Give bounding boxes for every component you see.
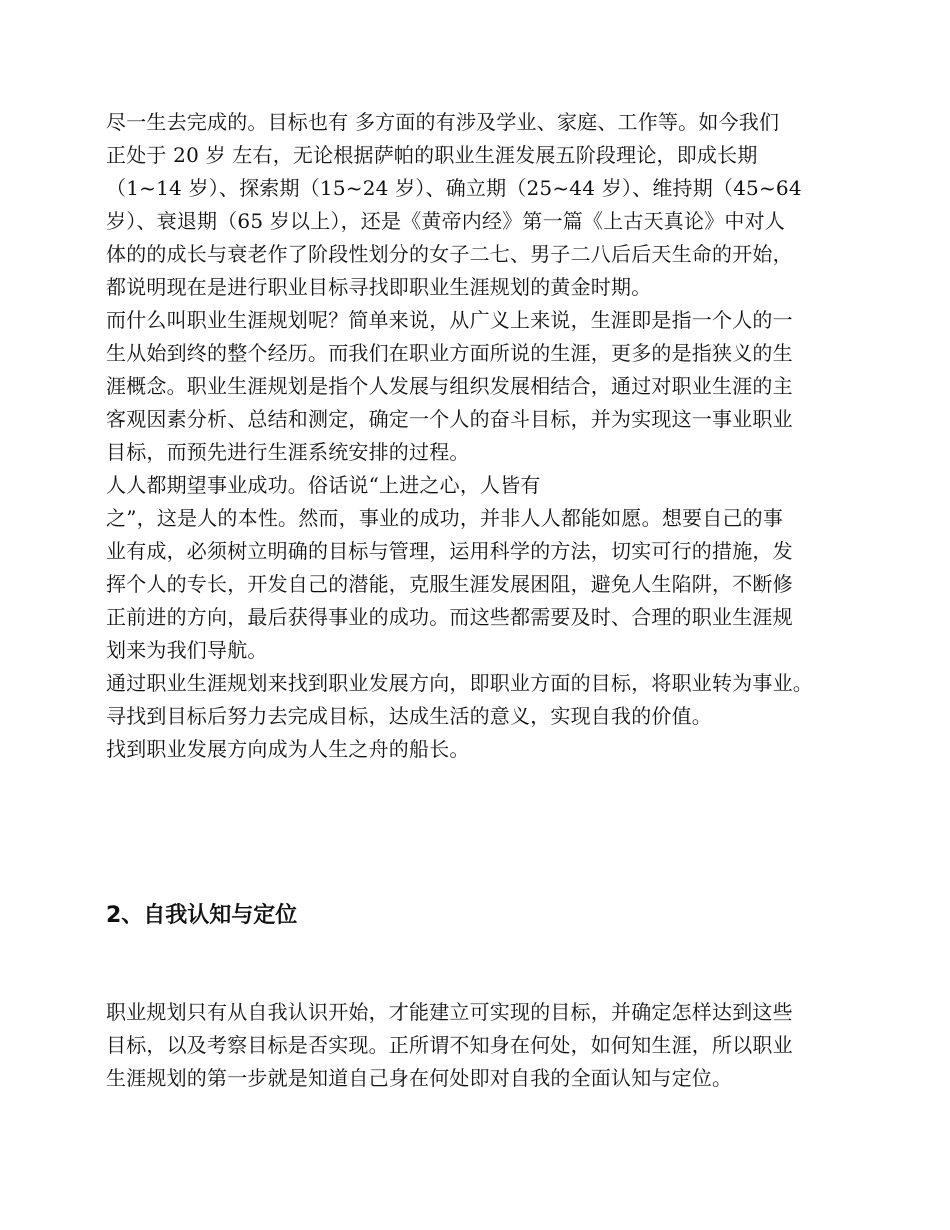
paragraph-line: 之”，这是人的本性。然而，事业的成功，并非人人都能如愿。想要自己的事 <box>106 506 784 530</box>
paragraph-line: 划来为我们导航。 <box>106 638 268 662</box>
section-heading: 2、自我认知与定位 <box>106 903 298 928</box>
paragraph-line: 通过职业生涯规划来找到职业发展方向，即职业方面的目标，将职业转为事业。 <box>106 671 813 695</box>
section-2-body <box>106 996 866 1095</box>
paragraph-line: 业有成，必须树立明确的目标与管理，运用科学的方法，切实可行的措施，发 <box>106 539 793 563</box>
paragraph-line: 正前进的方向，最后获得事业的成功。而这些都需要及时、合理的职业生涯规 <box>106 605 793 629</box>
paragraph-line: （1~14 岁）、探索期（15~24 岁）、确立期（25~44 岁）、维持期（45~64 <box>106 176 802 200</box>
paragraph-line: 生涯规划的第一步就是知道自己身在何处即对自我的全面认知与定位。 <box>106 1066 733 1090</box>
paragraph-line: 找到职业发展方向成为人生之舟的船长。 <box>106 737 470 761</box>
paragraph-line: 寻找到目标后努力去完成目标，达成生活的意义，实现自我的价值。 <box>106 704 712 728</box>
paragraph-line: 客观因素分析、总结和测定，确定一个人的奋斗目标，并为实现这一事业职业 <box>106 407 793 431</box>
paragraph-line: 职业规划只有从自我认识开始，才能建立可实现的目标，并确定怎样达到这些 <box>106 1000 793 1024</box>
paragraph-line: 生从始到终的整个经历。而我们在职业方面所说的生涯，更多的是指狭义的生 <box>106 341 793 365</box>
section-1-body <box>106 106 866 766</box>
paragraph-line: 涯概念。职业生涯规划是指个人发展与组织发展相结合，通过对职业生涯的主 <box>106 374 793 398</box>
paragraph-line: 尽一生去完成的。目标也有 多方面的有涉及学业、家庭、工作等。如今我们 <box>106 110 780 134</box>
paragraph-line: 挥个人的专长，开发自己的潜能，克服生涯发展困阻，避免人生陷阱，不断修 <box>106 572 793 596</box>
paragraph-line: 目标，以及考察目标是否实现。正所谓不知身在何处，如何知生涯，所以职业 <box>106 1033 793 1057</box>
paragraph-line: 都说明现在是进行职业目标寻找即职业生涯规划的黄金时期。 <box>106 275 652 299</box>
paragraph-line: 正处于 20 岁 左右，无论根据萨帕的职业生涯发展五阶段理论，即成长期 <box>106 143 758 167</box>
paragraph-line: 岁）、衰退期（65 岁以上），还是《黄帝内经》第一篇《上古天真论》中对人 <box>106 209 786 233</box>
paragraph-line: 体的的成长与衰老作了阶段性划分的女子二七、男子二八后后天生命的开始， <box>106 242 793 266</box>
paragraph-line: 目标，而预先进行生涯系统安排的过程。 <box>106 440 470 464</box>
section-2-heading-block <box>106 896 866 936</box>
paragraph-line: 而什么叫职业生涯规划呢？简单来说，从广义上来说，生涯即是指一个人的一 <box>106 308 793 332</box>
paragraph-line: 人人都期望事业成功。俗话说“上进之心，人皆有 <box>106 473 541 497</box>
